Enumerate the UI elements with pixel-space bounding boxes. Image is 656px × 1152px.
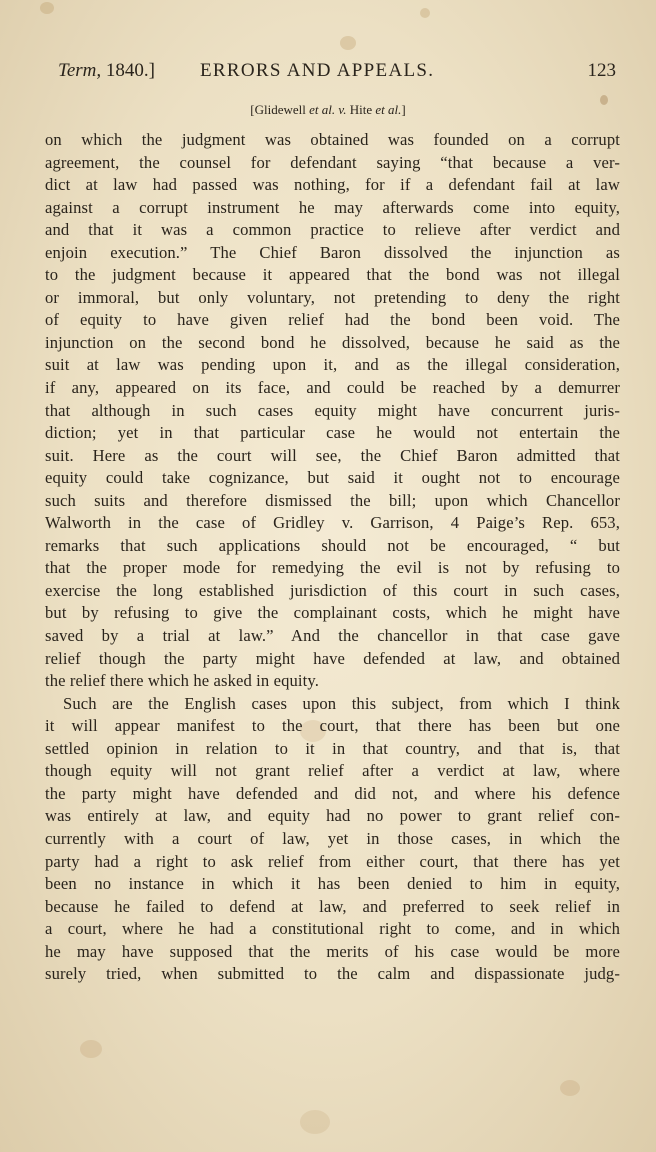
case-ref-open: [Glidewell	[250, 102, 310, 117]
stain	[300, 1110, 330, 1134]
text-line: suit at law was pending upon it, and as the illegal consideration,	[45, 355, 620, 375]
text-line: settled opinion in relation to it in that country, and that is, that	[45, 738, 620, 758]
text-line: remarks that such applications should not be encouraged, “ but	[45, 535, 620, 555]
text-line: enjoin execution.” The Chief Baron dissolved the injunction as	[45, 242, 620, 262]
text-line: Walworth in the case of Gridley v. Garrison, 4 Paige’s Rep. 653,	[45, 513, 620, 533]
stain	[340, 36, 356, 50]
text-line: Such are the English cases upon this subject, from which I think	[63, 693, 620, 713]
running-head	[58, 60, 616, 88]
text-line: it will appear manifest to the court, that there has been but one	[45, 716, 620, 736]
text-line: equity could take cognizance, but said it ought not to encourage	[45, 468, 620, 488]
text-line: if any, appeared on its face, and could be reached by a demurrer	[45, 378, 620, 398]
text-line: relief though the party might have defended at law, and obtained	[45, 648, 620, 668]
text-line: was entirely at law, and equity had no power to grant relief con-	[45, 806, 620, 826]
text-line: of equity to have given relief had the bond been void. The	[45, 310, 620, 330]
term-year: 1840.]	[101, 60, 155, 81]
text-line: though equity will not grant relief after a verdict at law, where	[45, 761, 620, 781]
text-line: or immoral, but only voluntary, not pretending to deny the right	[45, 287, 620, 307]
text-line: he may have supposed that the merits of his case would be more	[45, 941, 620, 961]
case-ref-versus: v.	[335, 102, 350, 117]
stain	[560, 1080, 580, 1096]
text-line: injunction on the second bond he dissolved, because he said as the	[45, 332, 620, 352]
case-ref-etal: et al.	[309, 102, 336, 117]
body-text	[45, 129, 620, 986]
text-line: party had a right to ask relief from either court, that there has yet	[45, 851, 620, 871]
page-title: ERRORS AND APPEALS.	[200, 60, 435, 81]
text-line: but by refusing to give the complainant costs, which he might have	[45, 603, 620, 623]
text-line: suit. Here as the court will see, the Chief Baron admitted that	[45, 445, 620, 465]
text-line: exercise the long established jurisdiction of this court in such cases,	[45, 580, 620, 600]
text-line: on which the judgment was obtained was founded on a corrupt	[45, 130, 620, 149]
stain	[420, 8, 430, 18]
text-line: a court, where he had a constitutional right to come, and in which	[45, 919, 620, 939]
text-line: dict at law had passed was nothing, for if a defendant fail at law	[45, 175, 620, 195]
page-number: 123	[587, 60, 616, 81]
text-line: that the proper mode for remedying the evil is not by refusing to	[45, 558, 620, 578]
case-ref-close: ]	[401, 102, 406, 117]
term-label	[58, 60, 155, 82]
text-line: such suits and therefore dismissed the bill; upon which Chancellor	[45, 490, 620, 510]
text-line: agreement, the counsel for defendant saying “that because a ver-	[45, 152, 620, 172]
text-line: been no instance in which it has been denied to him in equity,	[45, 874, 620, 894]
text-line: because he failed to defend at law, and preferred to seek relief in	[45, 896, 620, 916]
case-ref-etal: et al.	[375, 102, 402, 117]
text-line: against a corrupt instrument he may afterwards come into equity,	[45, 197, 620, 217]
text-line: and that it was a common practice to relieve after verdict and	[45, 220, 620, 240]
text-line: the party might have defended and did not, and where his defence	[45, 783, 620, 803]
stain	[80, 1040, 102, 1058]
text-line: surely tried, when submitted to the calm and dispassionate judg-	[45, 964, 620, 984]
text-line: that although in such cases equity might have concurrent juris-	[45, 400, 620, 420]
case-reference	[0, 102, 656, 118]
stain	[40, 2, 54, 14]
text-line: to the judgment because it appeared that the bond was not illegal	[45, 265, 620, 285]
case-ref-party: Hite	[349, 102, 376, 117]
text-line: currently with a court of law, yet in those cases, in which the	[45, 828, 620, 848]
term-word: Term,	[58, 60, 102, 81]
text-line: saved by a trial at law.” And the chancellor in that case gave	[45, 626, 620, 646]
text-line: diction; yet in that particular case he would not entertain the	[45, 423, 620, 443]
text-line: the relief there which he asked in equity.	[45, 671, 319, 691]
